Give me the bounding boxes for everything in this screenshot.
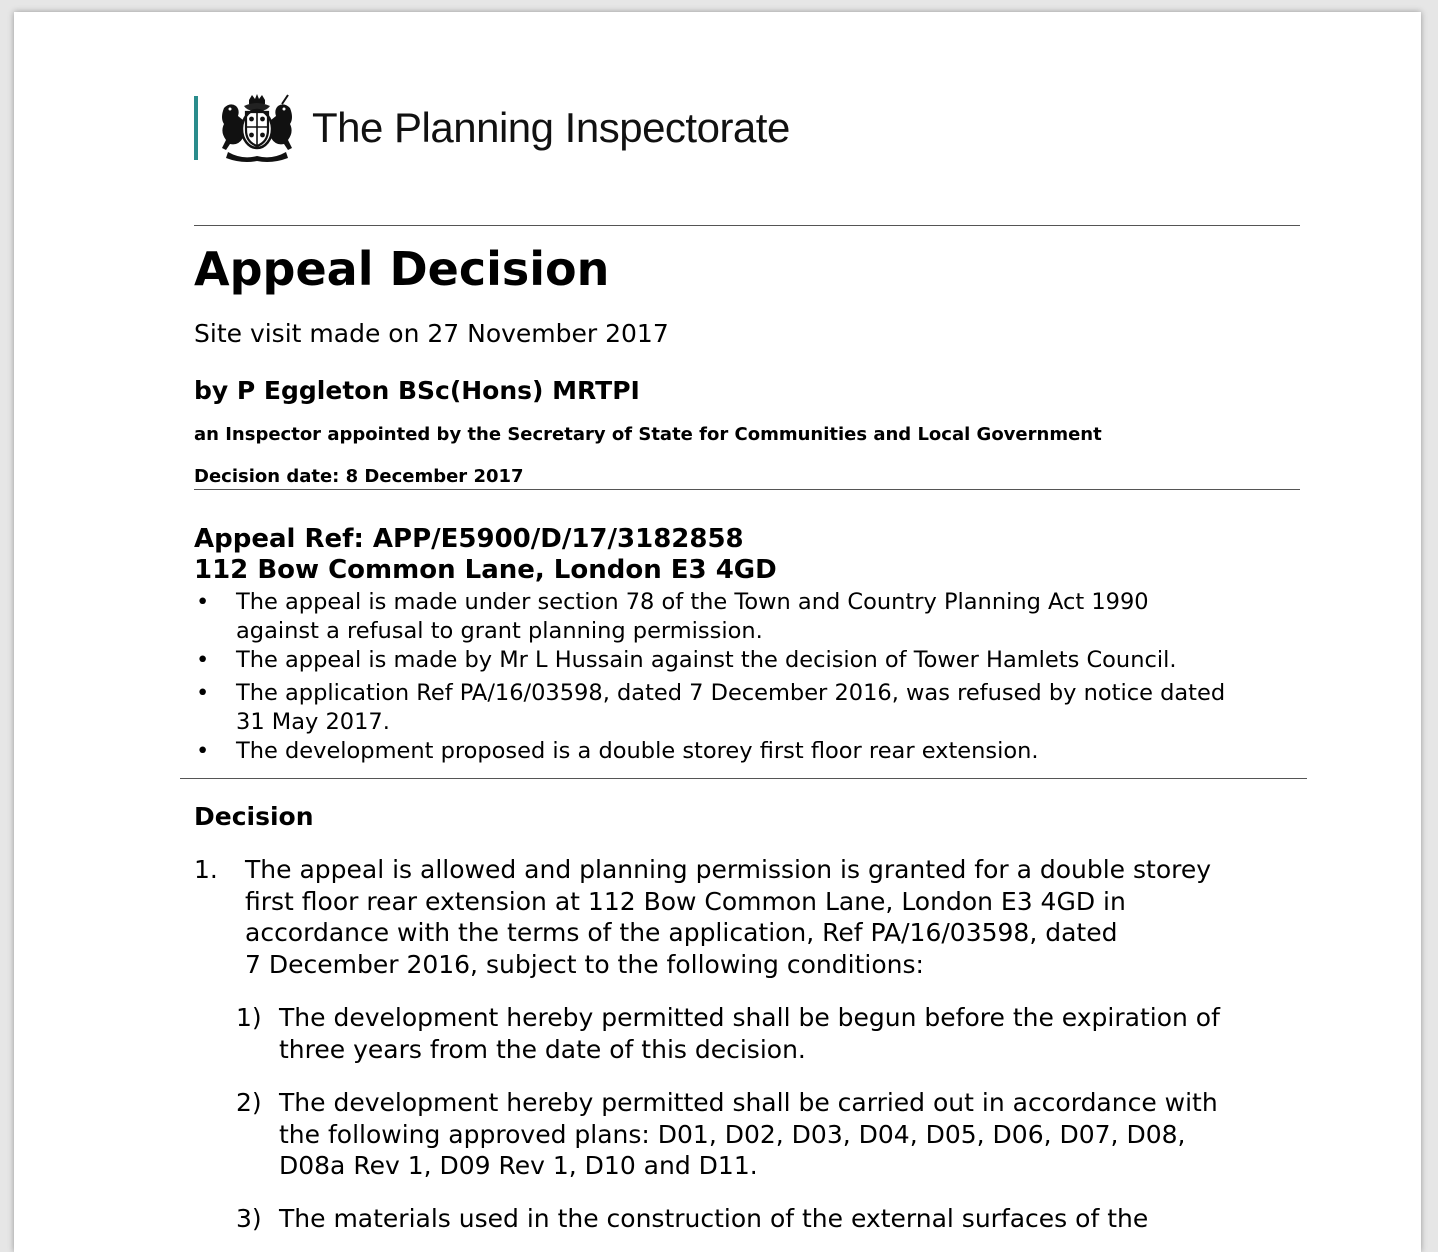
organisation-name: The Planning Inspectorate [312, 104, 790, 151]
appeal-address: 112 Bow Common Lane, London E3 4GD [194, 555, 777, 585]
logo-accent-bar [194, 96, 198, 160]
inspector-name: by P Eggleton BSc(Hons) MRTPI [194, 376, 640, 405]
list-item: • The development proposed is a double storey first floor rear extension. [194, 737, 1225, 766]
document-title: Appeal Decision [194, 242, 610, 296]
header-divider [194, 225, 1300, 226]
condition-number: 3) [236, 1204, 262, 1233]
condition-number: 2) [236, 1088, 262, 1117]
paragraph-number: 1. [194, 855, 218, 884]
list-item: • The application Ref PA/16/03598, dated 7 December 2016, was refused by notice dated 31 May 2017. [194, 679, 1225, 737]
decision-heading: Decision [194, 802, 314, 831]
decision-date-divider [194, 489, 1300, 490]
summary-divider [180, 778, 1307, 779]
inspector-appointment: an Inspector appointed by the Secretary of State for Communities and Local Government [194, 424, 1102, 445]
condition-number: 1) [236, 1003, 262, 1032]
decision-date: Decision date: 8 December 2017 [194, 466, 524, 487]
site-visit-date: Site visit made on 27 November 2017 [194, 319, 669, 348]
document-page: The Planning Inspectorate Appeal Decision Site visit made on 27 November 2017 by P Eggleton BSc(Hons) MRTPI an Inspector appointed by the Secretary of State for Communities and Local Government Decision date: 8 December 2017 Appeal Ref: APP/E5900/D/17/3182858 112 Bow Common Lane, London E3 4GD • The appeal is made under section 78 of the Town and Country Planning Act 1990 against a refusal to grant planning permission. • The appeal is made by Mr L Hussain against the decision of Tower Hamlets Council. • The application Ref PA/16/03598, dated 7 December 2016, was refused by notice dated 31 May 2017. • The development proposed is a double storey first floor rear extension. Decision 1. The appeal is allowed and planning permission is granted for a double storey first floor rear extension at 112 Bow Common Lane, London E3 4GD in accordance with the terms of the application, Ref PA/16/03598, dated 7 December 2016, subject to the following conditions: 1) The development hereby permitted shall be begun before the expiration of three years from the date of this decision. 2) The development hereby permitted shall be carried out in accordance with the following approved plans: D01, D02, D03, D04, D05, D06, D07, D08, D08a Rev 1, D09 Rev 1, D10 and D11. 3) The materials used in the construction of the external surfaces of the [14, 12, 1421, 1252]
appeal-ref: Appeal Ref: APP/E5900/D/17/3182858 [194, 524, 744, 554]
list-item: • The appeal is made under section 78 of the Town and Country Planning Act 1990 against a refusal to grant planning permission. [194, 588, 1225, 646]
list-item: • The appeal is made by Mr L Hussain against the decision of Tower Hamlets Council. [194, 646, 1225, 675]
royal-coat-of-arms-icon [216, 94, 298, 164]
appeal-summary-list [194, 588, 1225, 766]
